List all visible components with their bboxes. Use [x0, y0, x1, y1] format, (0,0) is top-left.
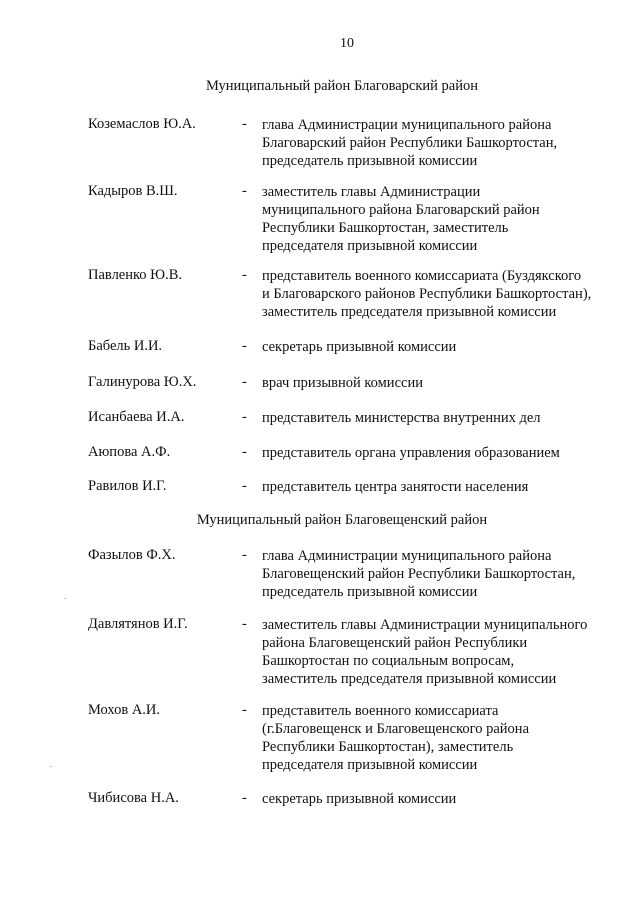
role-line: Благовещенский район Республики Башкортостан, [262, 566, 576, 582]
member-role [262, 478, 632, 496]
role-line: Башкортостан по социальным вопросам, [262, 653, 515, 669]
member-dash: - [242, 267, 247, 283]
section-title-blagoveshchensk: Муниципальный район Благовещенский район [196, 512, 488, 528]
member-name: Чибисова Н.А. [88, 790, 179, 806]
member-role [262, 444, 632, 462]
member-role [262, 702, 632, 774]
member-dash: - [242, 702, 247, 718]
role-line: представитель военного комиссариата (Буздякского [262, 268, 582, 284]
scan-speck [50, 766, 52, 767]
role-line: представитель министерства внутренних дел [262, 410, 541, 426]
role-line: глава Администрации муниципального района [262, 117, 552, 133]
role-line: представитель органа управления образованием [262, 445, 560, 461]
section-title-blagovar: Муниципальный район Благоварский район [205, 78, 479, 94]
member-dash: - [242, 183, 247, 199]
member-role [262, 267, 632, 321]
member-dash: - [242, 444, 247, 460]
member-name: Фазылов Ф.Х. [88, 547, 176, 563]
role-line: Благоварский район Республики Башкортостан, [262, 135, 558, 151]
page-number: 10 [340, 36, 354, 51]
member-name: Равилов И.Г. [88, 478, 167, 494]
member-dash: - [242, 409, 247, 425]
member-name: Исанбаева И.А. [88, 409, 185, 425]
member-dash: - [242, 116, 247, 132]
role-line: председателя призывной комиссии [262, 238, 478, 254]
role-line: муниципального района Благоварский район [262, 202, 540, 218]
member-dash: - [242, 478, 247, 494]
role-line: врач призывной комиссии [262, 375, 423, 391]
role-line: заместитель председателя призывной комиссии [262, 671, 557, 687]
member-role [262, 547, 632, 601]
member-role [262, 183, 632, 255]
role-line: и Благоварского районов Республики Башкортостан), [262, 286, 592, 302]
member-name: Галинурова Ю.Х. [88, 374, 197, 390]
member-name: Давлятянов И.Г. [88, 616, 188, 632]
scan-speck [64, 598, 66, 599]
member-name: Павленко Ю.В. [88, 267, 183, 283]
role-line: Республики Башкортостан, заместитель [262, 220, 509, 236]
role-line: председатель призывной комиссии [262, 153, 478, 169]
member-dash: - [242, 338, 247, 354]
member-role [262, 616, 632, 688]
member-role [262, 116, 632, 170]
role-line: заместитель главы Администрации [262, 184, 481, 200]
role-line: председателя призывной комиссии [262, 757, 478, 773]
member-role [262, 790, 632, 808]
member-name: Коземаслов Ю.А. [88, 116, 196, 132]
role-line: (г.Благовещенск и Благовещенского района [262, 721, 530, 737]
member-role [262, 409, 632, 427]
role-line: представитель центра занятости населения [262, 479, 529, 495]
member-role [262, 374, 632, 392]
role-line: глава Администрации муниципального района [262, 548, 552, 564]
member-dash: - [242, 790, 247, 806]
role-line: района Благовещенский район Республики [262, 635, 528, 651]
role-line: секретарь призывной комиссии [262, 791, 457, 807]
member-name: Аюпова А.Ф. [88, 444, 171, 460]
member-dash: - [242, 547, 247, 563]
member-name: Мохов А.И. [88, 702, 161, 718]
role-line: представитель военного комиссариата [262, 703, 499, 719]
role-line: заместитель председателя призывной комиссии [262, 304, 557, 320]
member-name: Бабель И.И. [88, 338, 163, 354]
member-dash: - [242, 616, 247, 632]
member-role [262, 338, 632, 356]
role-line: заместитель главы Администрации муниципального [262, 617, 588, 633]
member-name: Кадыров В.Ш. [88, 183, 178, 199]
member-dash: - [242, 374, 247, 390]
role-line: председатель призывной комиссии [262, 584, 478, 600]
role-line: секретарь призывной комиссии [262, 339, 457, 355]
role-line: Республики Башкортостан), заместитель [262, 739, 514, 755]
